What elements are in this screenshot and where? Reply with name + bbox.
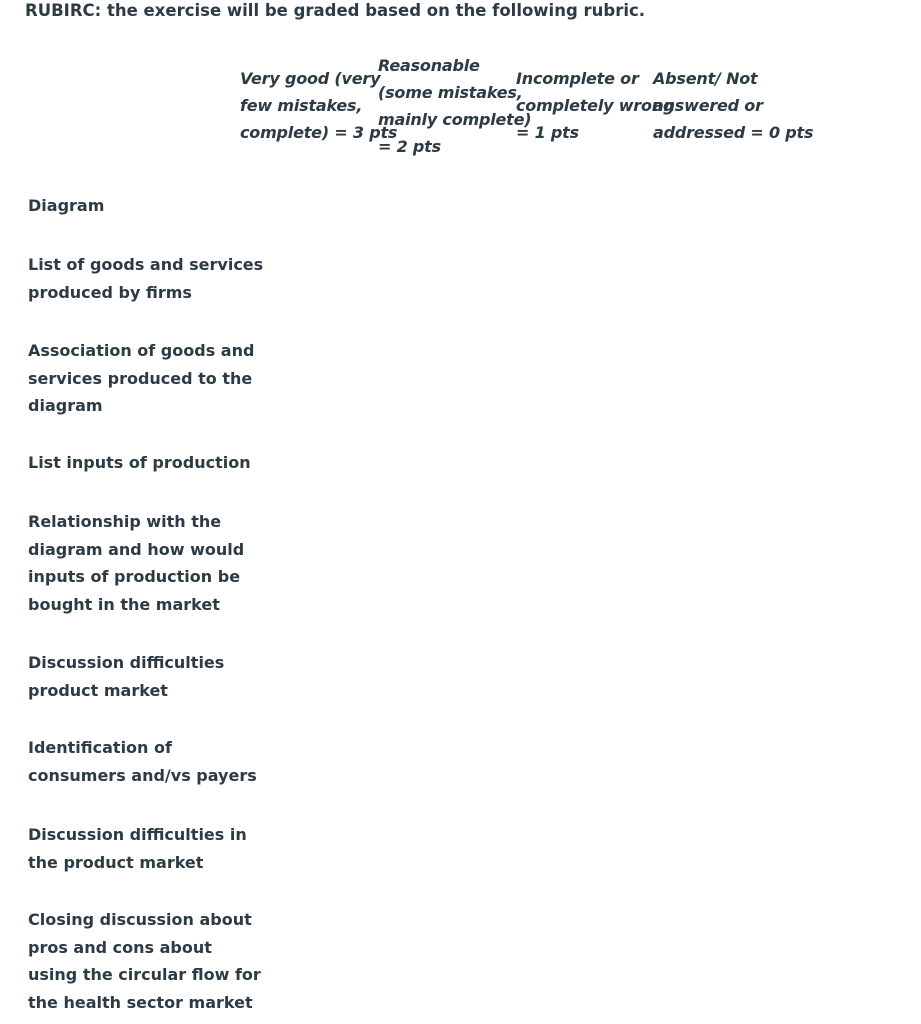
column-header-absent (653, 65, 813, 146)
row-label-line: diagram and how would (28, 539, 245, 559)
column-header-line: Very good (very (240, 69, 381, 88)
column-header-incomplete (516, 65, 674, 146)
row-label-list-inputs (28, 449, 251, 477)
column-header-line: = 1 pts (516, 123, 579, 142)
row-label-line: pros and cons about (28, 937, 212, 957)
row-label-identification-consumers (28, 734, 257, 789)
column-header-line: (some mistakes, (378, 83, 523, 102)
row-label-line: List inputs of production (28, 453, 251, 472)
row-label-line: List of goods and services (28, 255, 264, 274)
column-header-line: mainly complete) (378, 110, 532, 129)
column-header-reasonable (378, 52, 531, 160)
row-label-line: product market (28, 680, 168, 700)
column-header-line: addressed = 0 pts (653, 123, 814, 142)
row-label-line: consumers and/vs payers (28, 765, 257, 785)
row-label-line: diagram (28, 396, 103, 415)
row-label-line: produced by firms (28, 282, 192, 302)
row-label-line: Diagram (28, 196, 105, 215)
column-header-line: complete) = 3 pts (240, 123, 398, 142)
column-header-line: Absent/ Not (653, 69, 758, 88)
row-label-line: services produced to the (28, 368, 253, 388)
column-header-line: Incomplete or (516, 69, 639, 88)
rubric-title: RUBIRC: the exercise will be graded based on the following rubric. (25, 1, 646, 20)
row-label-line: Relationship with the (28, 512, 222, 531)
row-label-line: Discussion difficulties in (28, 825, 247, 844)
row-label-line: Identification of (28, 738, 172, 757)
row-label-line: Closing discussion about (28, 910, 252, 929)
column-header-line: few mistakes, (240, 96, 363, 115)
column-header-line: completely wrong (516, 96, 675, 115)
column-header-line: = 2 pts (378, 137, 441, 156)
row-label-discussion-difficulties (28, 649, 243, 704)
row-label-line: the health sector market (28, 992, 253, 1012)
row-label-list-goods-services (28, 251, 264, 306)
column-header-very-good (240, 65, 397, 146)
row-label-association-goods (28, 337, 255, 420)
row-label-discussion-difficulties-in (28, 821, 247, 876)
row-label-line: bought in the market (28, 594, 220, 614)
row-label-line: Association of goods and (28, 341, 255, 360)
row-label-line: Discussion difficulties (28, 653, 225, 672)
row-label-relationship-diagram (28, 508, 243, 618)
column-header-line: Reasonable (378, 56, 480, 75)
row-label-line: using the circular flow for (28, 965, 261, 984)
column-header-line: answered or (653, 96, 763, 115)
row-label-diagram (28, 192, 243, 220)
row-label-closing-discussion (28, 906, 261, 1016)
row-label-line: inputs of production be (28, 567, 241, 586)
row-label-line: the product market (28, 852, 204, 872)
